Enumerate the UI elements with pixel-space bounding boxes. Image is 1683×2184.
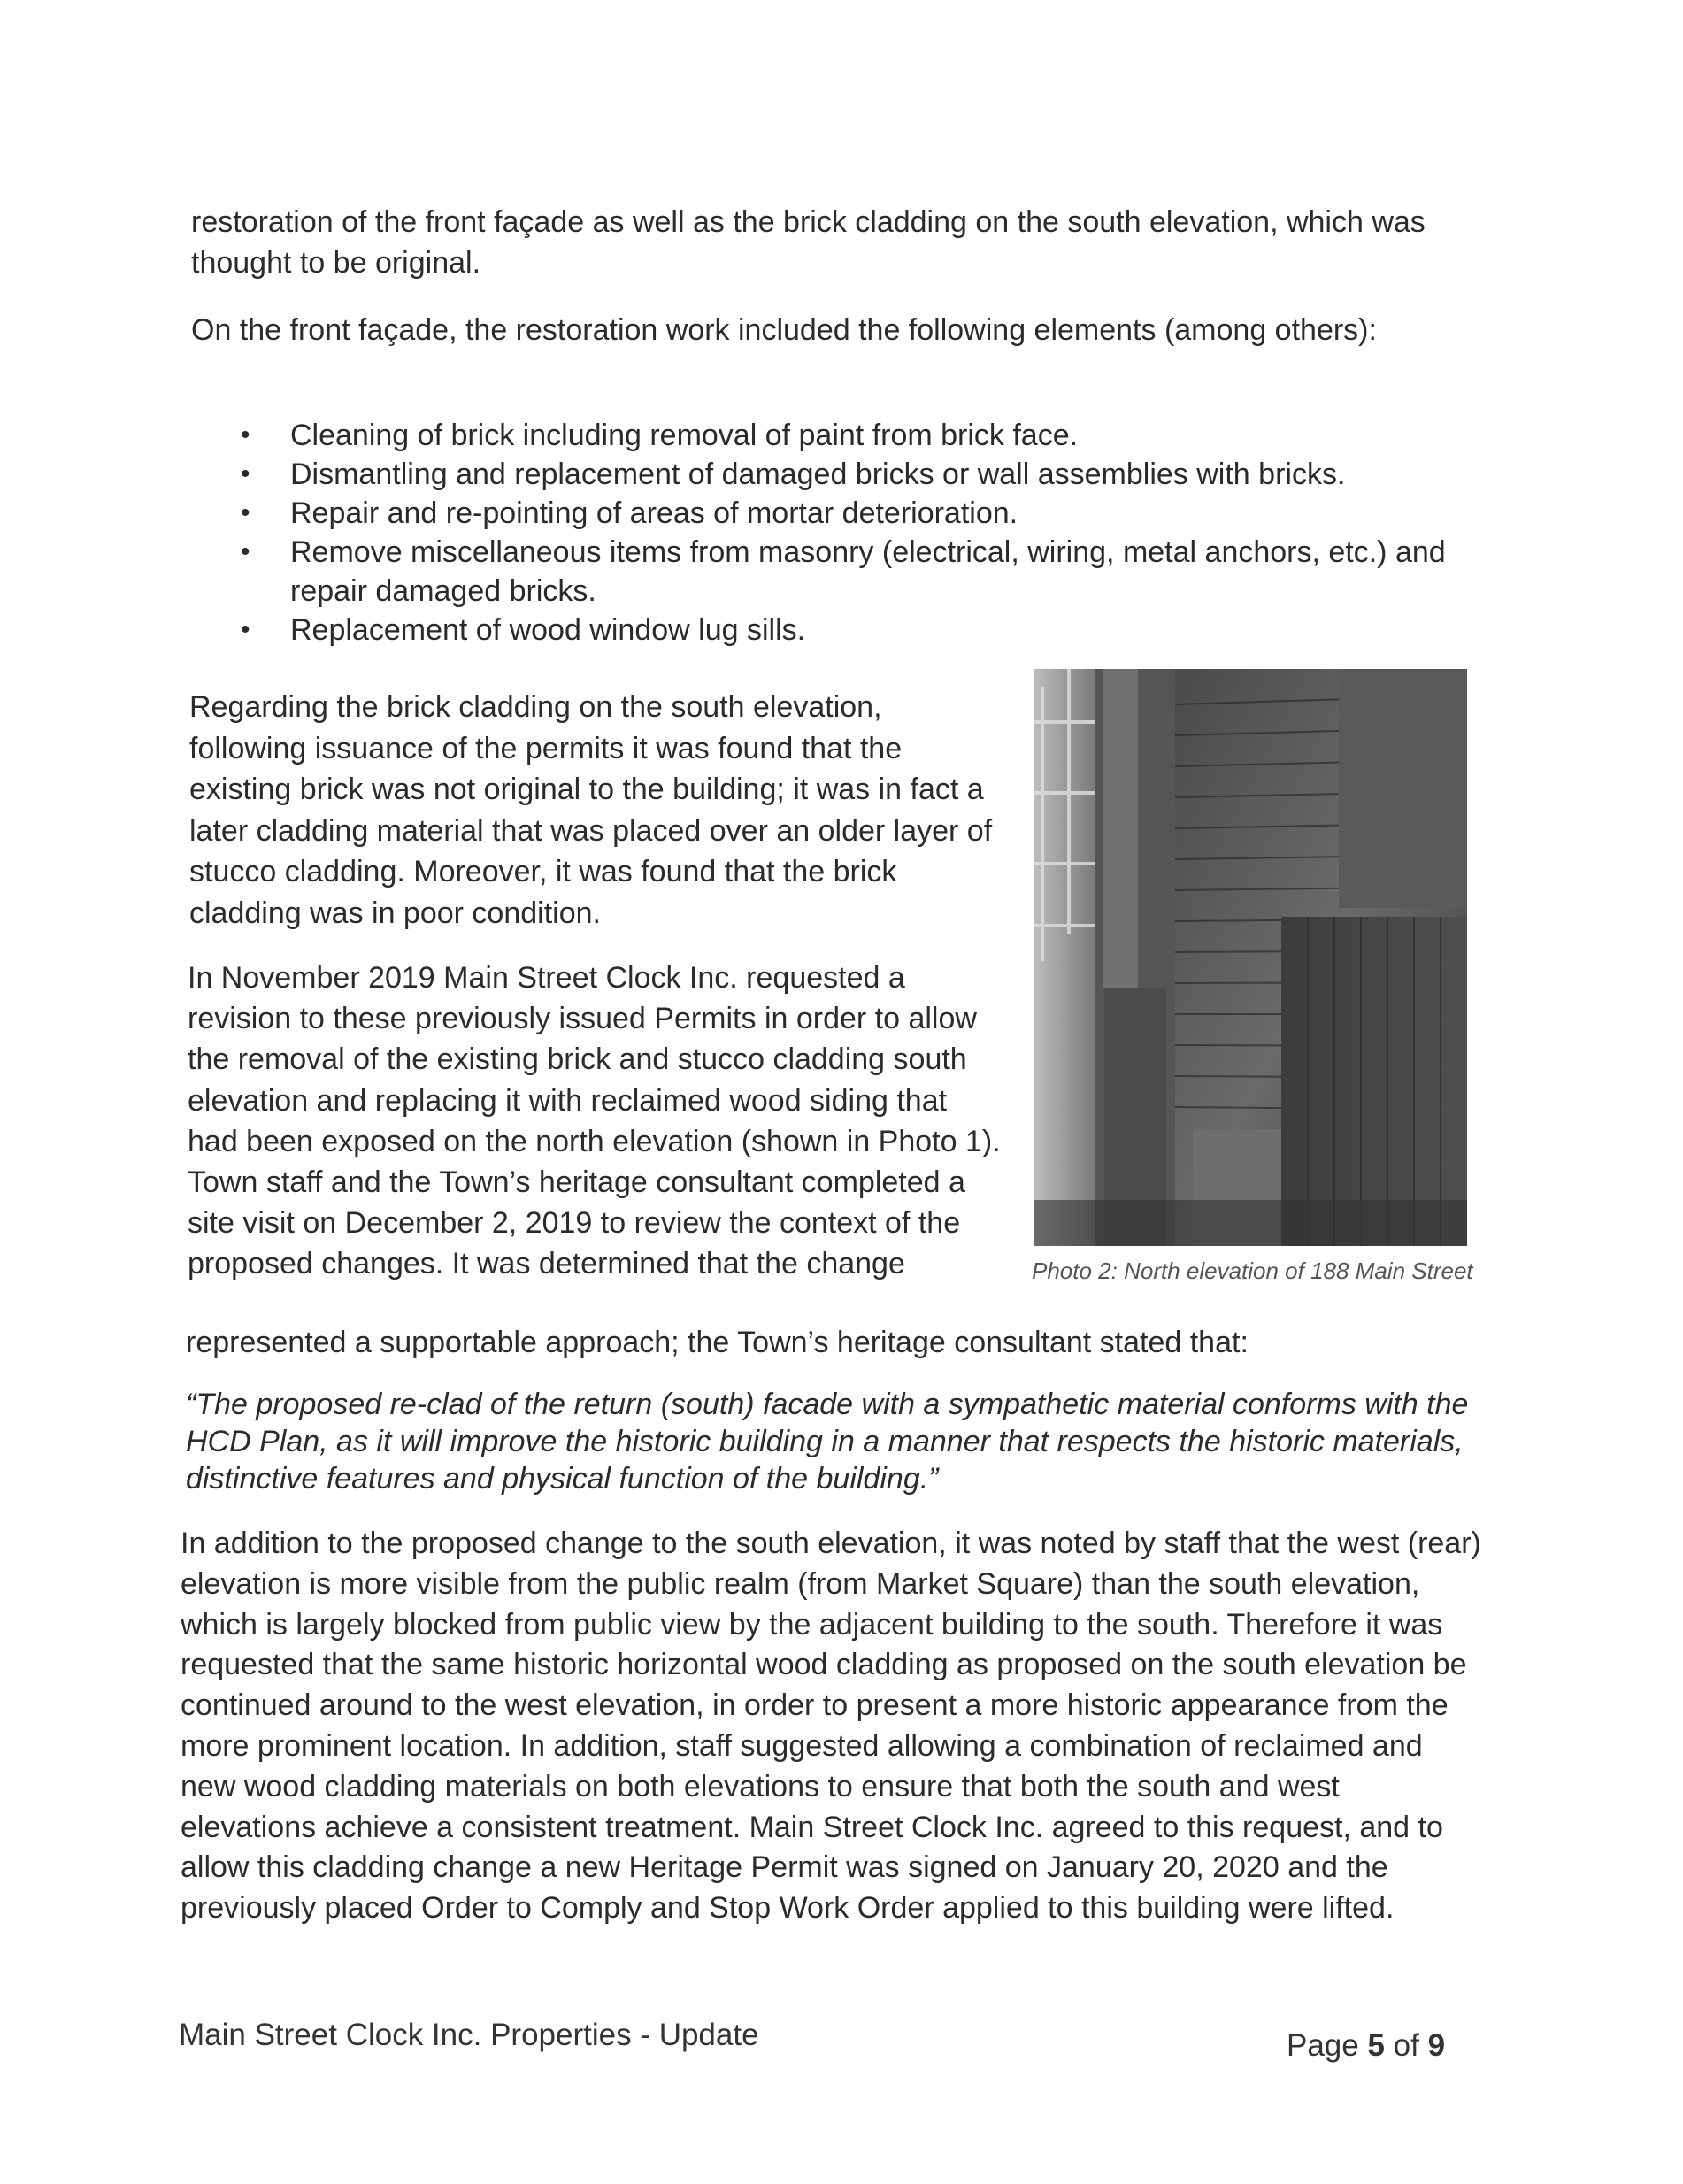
list-item-text: Replacement of wood window lug sills. xyxy=(290,613,806,647)
wood-siding-photo-image xyxy=(1034,669,1467,1246)
paragraph-restoration: restoration of the front façade as well as the brick cladding on the south elevation, which was thought to be original. xyxy=(191,205,1426,280)
paragraph-supportable-approach: represented a supportable approach; the Town’s heritage consultant stated that: xyxy=(186,1326,1249,1359)
footer-title: Main Street Clock Inc. Properties - Update xyxy=(179,2018,759,2052)
bullet-icon: • xyxy=(241,420,250,450)
list-item-text: Repair and re-pointing of areas of mortar deterioration. xyxy=(290,496,1018,530)
list-item xyxy=(227,611,1483,650)
list-item-text: Cleaning of brick including removal of paint from brick face. xyxy=(290,419,1079,452)
restoration-elements-list xyxy=(227,416,1483,650)
list-item-text: Dismantling and replacement of damaged bricks or wall assemblies with bricks. xyxy=(290,458,1346,491)
paragraph-front-facade: On the front façade, the restoration work included the following elements (among others): xyxy=(191,313,1377,347)
paragraph-revision-request: In November 2019 Main Street Clock Inc. requested a revision to these previously issued Permits in order to allow the removal of the existing brick and stucco cladding south elevation and replacing it with reclaimed wood siding that had been exposed on the north elevation (shown in Photo 1). Town staff and the Town’s heritage consultant completed a site visit on December 2, 2019 to review the context of the proposed changes. It was determined that the change xyxy=(188,961,1001,1281)
bullet-icon: • xyxy=(241,615,250,644)
page-prefix: Page xyxy=(1287,2028,1368,2063)
list-item xyxy=(227,455,1483,494)
bullet-icon: • xyxy=(241,537,250,566)
page-total: 9 xyxy=(1427,2028,1446,2063)
page-separator: of xyxy=(1384,2028,1428,2063)
paragraph-brick-cladding: Regarding the brick cladding on the south elevation, following issuance of the permits it was found that the existing brick was not original to the building; it was in fact a later cladding material that was placed over an older layer of stucco cladding. Moreover, it was found that the brick cladding was in poor condition. xyxy=(189,690,993,930)
list-item-text: Remove miscellaneous items from masonry (electrical, wiring, metal anchors, etc.) and repair damaged bricks. xyxy=(290,535,1446,608)
heritage-consultant-quote: “The proposed re-clad of the return (south) facade with a sympathetic material conforms with the HCD Plan, as it will improve the historic building in a manner that respects the historic materials, distinctive features and physical function of the building.” xyxy=(186,1388,1469,1496)
list-item xyxy=(227,416,1483,455)
page-current: 5 xyxy=(1367,2028,1385,2063)
photo-caption: Photo 2: North elevation of 188 Main Street xyxy=(1032,1257,1473,1284)
list-item xyxy=(227,533,1483,611)
page-number xyxy=(1287,2026,1445,2065)
bullet-icon: • xyxy=(241,498,250,527)
north-elevation-photo xyxy=(1034,669,1467,1246)
paragraph-west-elevation: In addition to the proposed change to the south elevation, it was noted by staff that the west (rear) elevation is more visible from the public realm (from Market Square) than the south elevation, which is largely blocked from public view by the adjacent building to the south. Therefore it was requested that the same historic horizontal wood cladding as proposed on the south elevation be continued around to the west elevation, in order to present a more historic appearance from the more prominent location. In addition, staff suggested allowing a combination of reclaimed and new wood cladding materials on both elevations to ensure that both the south and west elevations achieve a consistent treatment. Main Street Clock Inc. agreed to this request, and to allow this cladding change a new Heritage Permit was signed on January 20, 2020 and the previously placed Order to Comply and Stop Work Order applied to this building were lifted. xyxy=(181,1526,1481,1926)
bullet-icon: • xyxy=(241,459,250,488)
list-item xyxy=(227,494,1483,533)
